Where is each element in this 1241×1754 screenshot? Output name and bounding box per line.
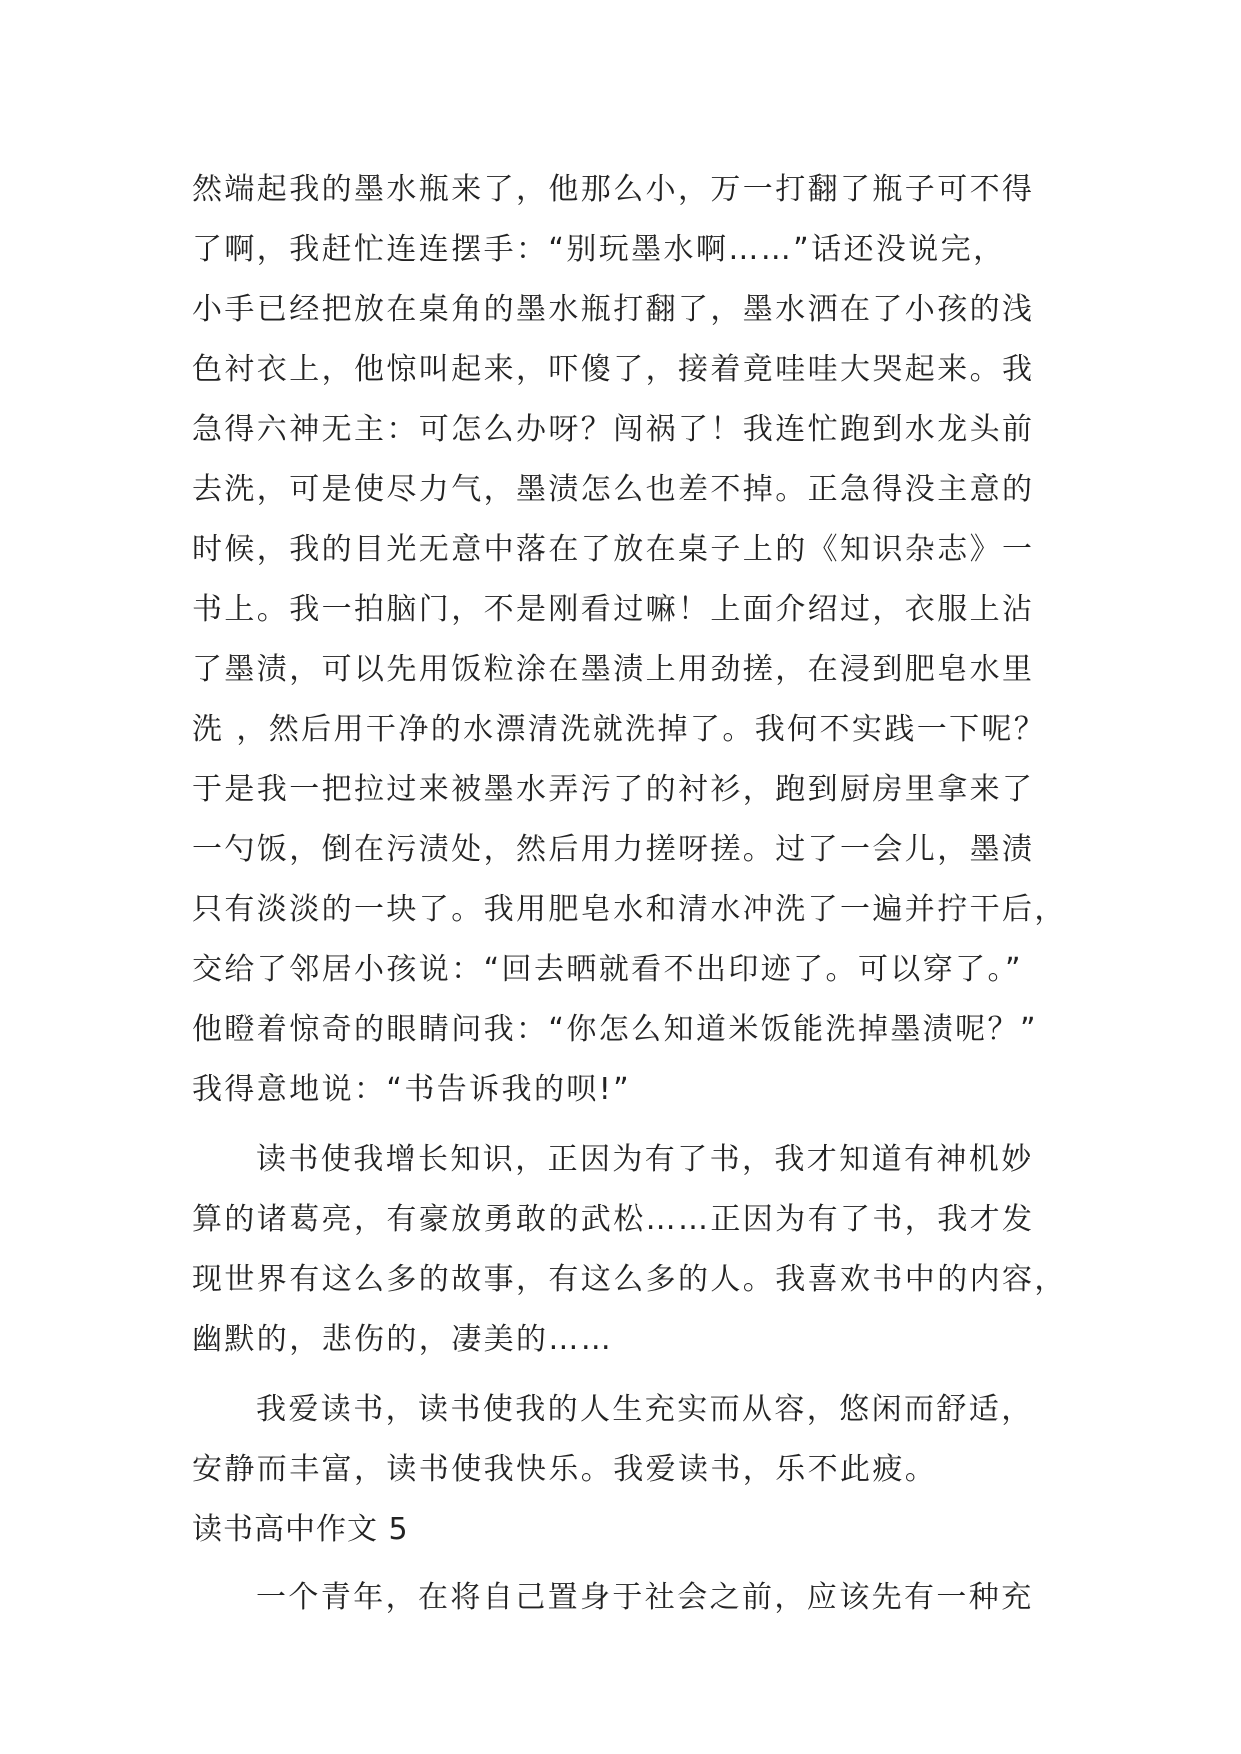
text-line: 色衬衣上，他惊叫起来，吓傻了，接着竟哇哇大哭起来。我 [192,352,1035,387]
text-line: 只有淡淡的一块了。我用肥皂水和清水冲洗了一遍并拧干后， [192,892,1067,927]
paragraph-first-line: 读书使我增长知识，正因为有了书，我才知道有神机妙 [256,1142,1034,1177]
text-line: 书上。我一拍脑门，不是刚看过嘛！上面介绍过，衣服上沾 [192,592,1035,627]
section-heading: 读书高中作文 5 [192,1512,409,1547]
text-line: 然端起我的墨水瓶来了，他那么小，万一打翻了瓶子可不得 [192,172,1035,207]
text-line: 交给了邻居小孩说：“回去晒就看不出印迹了。可以穿了。” [192,952,1023,987]
text-line: 小手已经把放在桌角的墨水瓶打翻了，墨水洒在了小孩的浅 [192,292,1035,327]
text-line: 我得意地说：“书告诉我的呗!” [192,1072,632,1107]
text-line: 了啊，我赶忙连连摆手：“别玩墨水啊……”话还没说完， [192,232,1006,267]
text-line: 洗 ，然后用干净的水漂清洗就洗掉了。我何不实践一下呢？ [192,712,1047,747]
text-line: 急得六神无主：可怎么办呀？闯祸了！我连忙跑到水龙头前 [192,412,1035,447]
text-line: 幽默的，悲伤的，凄美的…… [192,1322,614,1357]
text-line: 去洗，可是使尽力气，墨渍怎么也差不掉。正急得没主意的 [192,472,1035,507]
text-line: 他瞪着惊奇的眼睛问我：“你怎么知道米饭能洗掉墨渍呢？” [192,1012,1038,1047]
text-line: 算的诸葛亮，有豪放勇敢的武松……正因为有了书，我才发 [192,1202,1035,1237]
text-line: 安静而丰富，读书使我快乐。我爱读书，乐不此疲。 [192,1452,938,1487]
text-line: 现世界有这么多的故事，有这么多的人。我喜欢书中的内容， [192,1262,1067,1297]
text-line: 一勺饭，倒在污渍处，然后用力搓呀搓。过了一会儿，墨渍 [192,832,1035,867]
paragraph-first-line: 我爱读书，读书使我的人生充实而从容，悠闲而舒适， [256,1392,1034,1427]
text-line: 时候，我的目光无意中落在了放在桌子上的《知识杂志》一 [192,532,1035,567]
paragraph-first-line: 一个青年，在将自己置身于社会之前，应该先有一种充 [256,1580,1034,1615]
text-line: 了墨渍，可以先用饭粒涂在墨渍上用劲搓，在浸到肥皂水里 [192,652,1035,687]
text-line: 于是我一把拉过来被墨水弄污了的衬衫，跑到厨房里拿来了 [192,772,1035,807]
